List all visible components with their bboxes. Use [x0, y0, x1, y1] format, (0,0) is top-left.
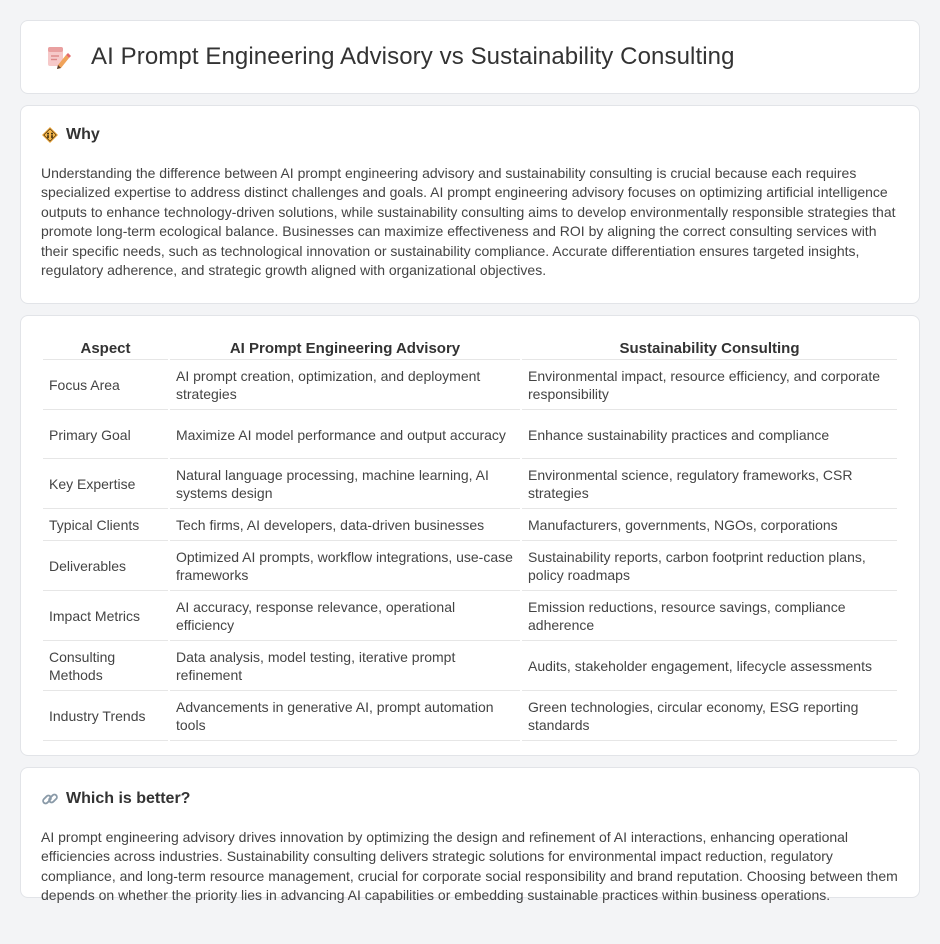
table-row — [43, 460, 897, 509]
row-ai-value: Optimized AI prompts, workflow integrations, use-case frameworks — [170, 542, 520, 591]
row-ai-value: Advancements in generative AI, prompt automation tools — [170, 692, 520, 741]
link-icon — [41, 790, 59, 808]
row-sustainability-value: Emission reductions, resource savings, compliance adherence — [522, 592, 897, 641]
header-sustainability: Sustainability Consulting — [522, 335, 897, 360]
row-sustainability-value: Audits, stakeholder engagement, lifecycle assessments — [522, 642, 897, 691]
better-text: AI prompt engineering advisory drives innovation by optimizing the design and refinement of AI interactions, enhancing operational efficiencies across industries. Sustainability consulting delivers strategic solutions for environmental impact reduction, regulatory compliance, and long-term resource management, crucial for corporate social responsibility and brand reputation. Choosing between them depends on whether the priority lies in advancing AI capabilities or embedding sustainable practices within business operations. — [41, 829, 898, 904]
table-row — [43, 361, 897, 410]
row-aspect: Focus Area — [43, 361, 168, 410]
better-heading-label: Which is better? — [66, 790, 191, 807]
table-row — [43, 510, 897, 541]
row-ai-value: AI accuracy, response relevance, operational efficiency — [170, 592, 520, 641]
why-heading-label: Why — [66, 126, 100, 143]
table-row — [43, 542, 897, 591]
why-text: Understanding the difference between AI prompt engineering advisory and sustainability consulting is crucial because each requires specialized expertise to address distinct challenges and goals. AI prompt engineering advisory focuses on optimizing artificial intelligence outputs to enhance technology-driven solutions, while sustainability consulting aims to develop environmentally responsible strategies that promote long-term ecological balance. Businesses can maximize effectiveness and ROI by aligning the correct consulting services with their specific needs, such as technological innovation or sustainability compliance. Accurate differentiation ensures targeted insights, regulatory adherence, and strategic growth aligned with organizational objectives. — [41, 165, 896, 279]
diamond-sign-icon — [41, 126, 59, 144]
row-ai-value: AI prompt creation, optimization, and deployment strategies — [170, 361, 520, 410]
row-sustainability-value: Enhance sustainability practices and compliance — [522, 411, 897, 459]
comparison-table — [41, 334, 899, 742]
header-ai-prompt: AI Prompt Engineering Advisory — [170, 335, 520, 360]
row-sustainability-value: Sustainability reports, carbon footprint reduction plans, policy roadmaps — [522, 542, 897, 591]
which-is-better-section — [20, 767, 920, 904]
row-sustainability-value: Environmental impact, resource efficiency, and corporate responsibility — [522, 361, 897, 410]
header-card — [20, 20, 920, 94]
why-heading — [41, 126, 899, 144]
row-aspect: Impact Metrics — [43, 592, 168, 641]
document-pencil-icon — [45, 43, 71, 71]
table-header-row — [43, 335, 897, 360]
row-ai-value: Maximize AI model performance and output accuracy — [170, 411, 520, 459]
row-ai-value: Natural language processing, machine learning, AI systems design — [170, 460, 520, 509]
row-sustainability-value: Manufacturers, governments, NGOs, corporations — [522, 510, 897, 541]
comparison-section — [20, 315, 920, 756]
row-sustainability-value: Green technologies, circular economy, ESG reporting standards — [522, 692, 897, 741]
row-aspect: Key Expertise — [43, 460, 168, 509]
row-aspect: Deliverables — [43, 542, 168, 591]
table-row — [43, 692, 897, 741]
row-sustainability-value: Environmental science, regulatory frameworks, CSR strategies — [522, 460, 897, 509]
row-aspect: Industry Trends — [43, 692, 168, 741]
table-row — [43, 592, 897, 641]
page-title: AI Prompt Engineering Advisory vs Sustainability Consulting — [91, 43, 735, 70]
row-aspect: Primary Goal — [43, 411, 168, 459]
row-aspect: Consulting Methods — [43, 642, 168, 691]
row-ai-value: Data analysis, model testing, iterative prompt refinement — [170, 642, 520, 691]
why-section — [20, 105, 920, 304]
header-aspect: Aspect — [43, 335, 168, 360]
row-ai-value: Tech firms, AI developers, data-driven businesses — [170, 510, 520, 541]
table-row — [43, 411, 897, 459]
better-heading — [41, 790, 899, 808]
row-aspect: Typical Clients — [43, 510, 168, 541]
table-row — [43, 642, 897, 691]
